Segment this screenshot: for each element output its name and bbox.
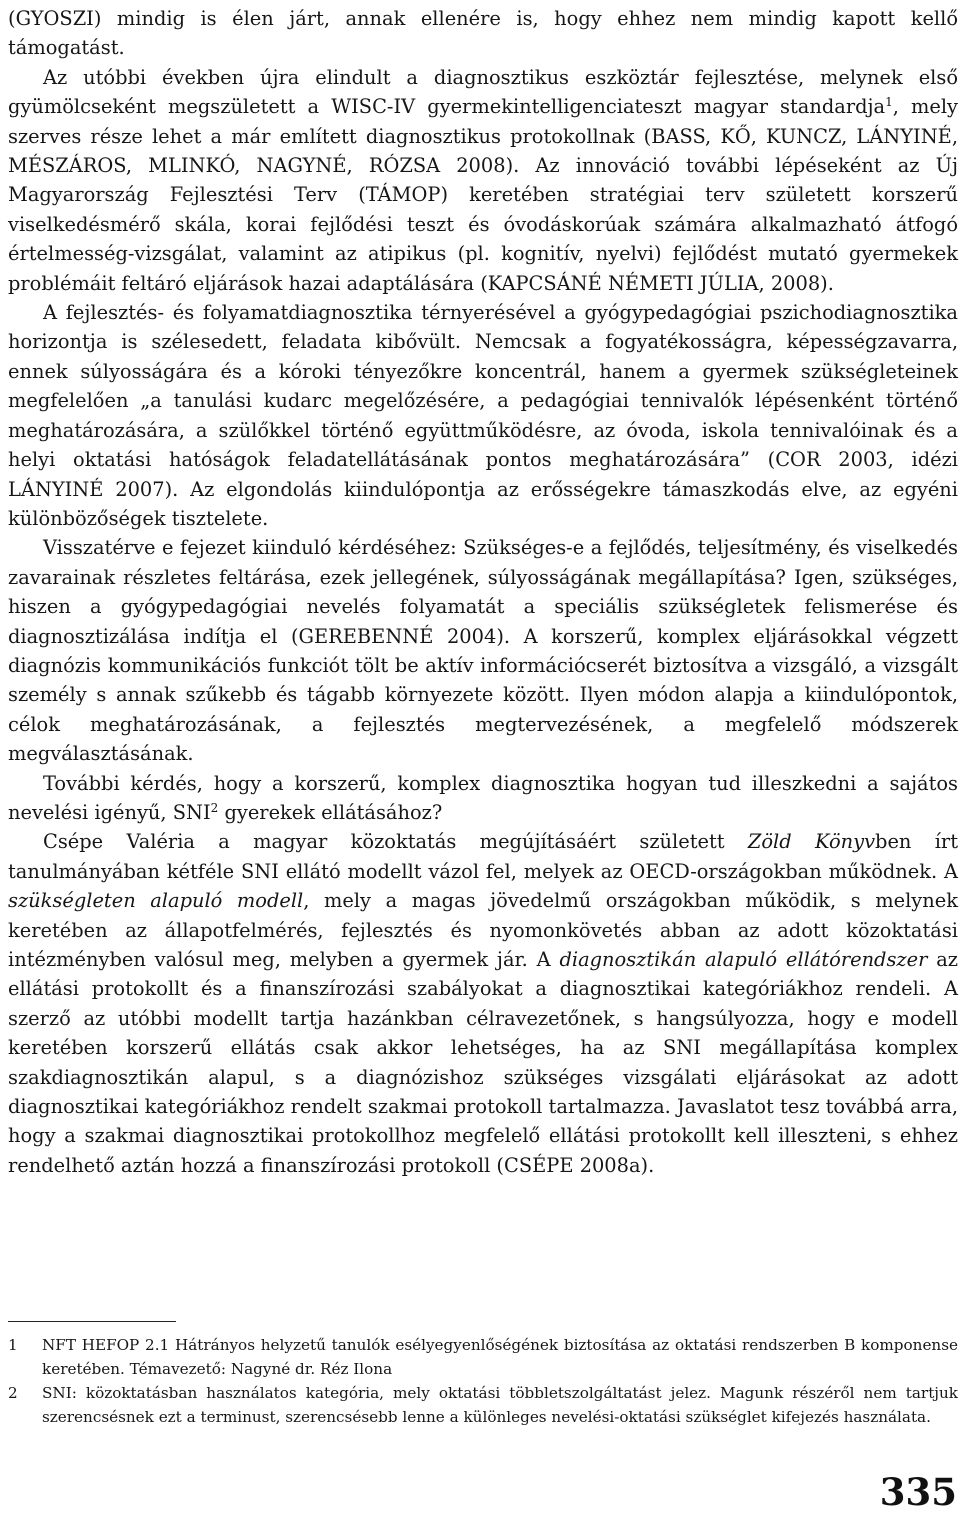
text-run: (GYOSZI) mindig is élen járt, annak ellenére is, hogy ehhez nem mindig kapott kellő támogatást.	[8, 7, 958, 60]
italic-text: Zöld Könyv	[747, 830, 876, 854]
footnote-text: SNI: közoktatásban használatos kategória, mely oktatási többletszolgáltatást jelez. Magunk részéről nem tartjuk szerencsésnek ezt a terminust, szerencsésebb lenne a különleges nevelési-oktatási szükséglet kifejezés használata.	[42, 1384, 958, 1426]
paragraph	[8, 63, 958, 298]
text-run: ben írt tanulmányában kétféle SNI ellátó modellt vázol fel, melyek az OECD-országokban működnek. A	[8, 830, 958, 883]
text-run: , mely a magas jövedelmű országokban működik, s melynek keretében az állapotfelmérés, fejlesztés és nyomonkövetés abban az adott közoktatási intézményben valósul meg, melyben a gyermek jár. A	[8, 889, 958, 971]
paragraph	[8, 533, 958, 768]
italic-text: diagnosztikán alapuló ellátórendszer	[559, 948, 928, 971]
paragraph	[8, 769, 958, 828]
footnote	[8, 1333, 958, 1381]
footnote-separator	[8, 1321, 176, 1322]
paragraph	[8, 827, 958, 1180]
text-run: gyerekek ellátásához?	[218, 800, 443, 824]
text-run: Csépe Valéria a magyar közoktatás megújításáért született	[43, 830, 748, 854]
footnote-text: NFT HEFOP 2.1 Hátrányos helyzetű tanulók esélyegyenlőségének biztosítása az oktatási rendszerben B komponense keretében. Témavezető: Nagyné dr. Réz Ilona	[42, 1336, 958, 1378]
text-run: Visszatérve e fejezet kiinduló kérdéséhez: Szükséges-e a fejlődés, teljesítmény, és viselkedés zavarainak részletes feltárása, ezek jellegének, súlyosságának megállapítása? Igen, szükséges, hiszen a gyógypedagógiai nevelés folyamatát a speciális szükségletek felismerése és diagnosztizálása indítja el (GEREBENNÉ 2004). A korszerű, komplex eljárásokkal végzett diagnózis kommunikációs funkciót tölt be aktív információcserét biztosítva a vizsgáló, a vizsgált személy s annak szűkebb és tágabb környezete között. Ilyen módon alapja a kiindulópontok, célok meghatározásának, a fejlesztés megtervezésének, a megfelelő módszerek megválasztásának.	[8, 536, 958, 766]
footnote-reference: 2	[210, 800, 219, 815]
footnote	[8, 1381, 958, 1429]
body-text	[8, 4, 958, 1180]
paragraph	[8, 4, 958, 63]
footnote-number: 2	[8, 1384, 18, 1402]
footnote-number: 1	[8, 1336, 18, 1354]
footnote-reference: 1	[885, 95, 893, 110]
text-run: az ellátási protokollt és a finanszírozási szabályokat a diagnosztikai kategóriákhoz rendeli. A szerző az utóbbi modellt tartja hazánkban célravezetőnek, s hangsúlyozza, hogy e modell keretében korszerű ellátás csak akkor lehetséges, ha az SNI megállapítása komplex szakdiagnosztikán alapul, s a diagnózishoz szükséges vizsgálati eljárásokat az adott diagnosztikai kategóriákhoz rendelt szakmai protokoll tartalmazza. Javaslatot tesz továbbá arra, hogy a szakmai diagnosztikai protokollhoz megfelelő ellátási protokollt kell illeszteni, s ehhez rendelhető aztán hozzá a finanszírozási protokoll (CSÉPE 2008a).	[8, 948, 958, 1177]
text-run: További kérdés, hogy a korszerű, komplex diagnosztika hogyan tud illeszkedni a sajátos nevelési igényű, SNI	[8, 771, 958, 824]
text-run: A fejlesztés- és folyamatdiagnosztika térnyerésével a gyógypedagógiai pszichodiagnosztika horizontja is szélesedett, feladata kibővült. Nemcsak a fogyatékosságra, képességzavarra, ennek súlyosságára és a kóroki tényezőkre koncentrál, hanem a gyermek szükségleteinek megfelelően „a tanulási kudarc megelőzésére, a pedagógiai tennivalók lépésenként történő meghatározására, a szülőkkel történő együttműködésre, az óvoda, iskola tennivalóinak és a helyi oktatási hatóságok feladatellátásának pontos meghatározására” (COR 2003, idézi LÁNYINÉ 2007). Az elgondolás kiindulópontja az erősségekre támaszkodás elve, az egyéni különbözőségek tisztelete.	[8, 301, 958, 530]
page-number: 335	[879, 1470, 957, 1514]
text-run: , mely szerves része lehet a már említett diagnosztikus protokollnak (BASS, KŐ, KUNCZ, LÁNYINÉ, MÉSZÁROS, MLINKÓ, NAGYNÉ, RÓZSA 2008). Az innováció további lépéseként az Új Magyarország Fejlesztési Terv (TÁMOP) keretében stratégiai terv született korszerű viselkedésmérő skála, korai fejlődési teszt és óvodáskorúak számára alkalmazható átfogó értelmesség-vizsgálat, valamint az atipikus (pl. kognitív, nyelvi) fejlődést mutató gyermekek problémáit feltáró eljárások hazai adaptálására (KAPCSÁNÉ NÉMETI JÚLIA, 2008).	[8, 95, 958, 295]
text-run: Az utóbbi években újra elindult a diagnosztikus eszköztár fejlesztése, melynek első gyümölcseként megszületett a WISC-IV gyermekintelligenciateszt magyar standardja	[8, 65, 958, 119]
footnotes	[8, 1333, 958, 1429]
italic-text: szükségleten alapuló modell	[8, 889, 304, 913]
paragraph	[8, 298, 958, 533]
